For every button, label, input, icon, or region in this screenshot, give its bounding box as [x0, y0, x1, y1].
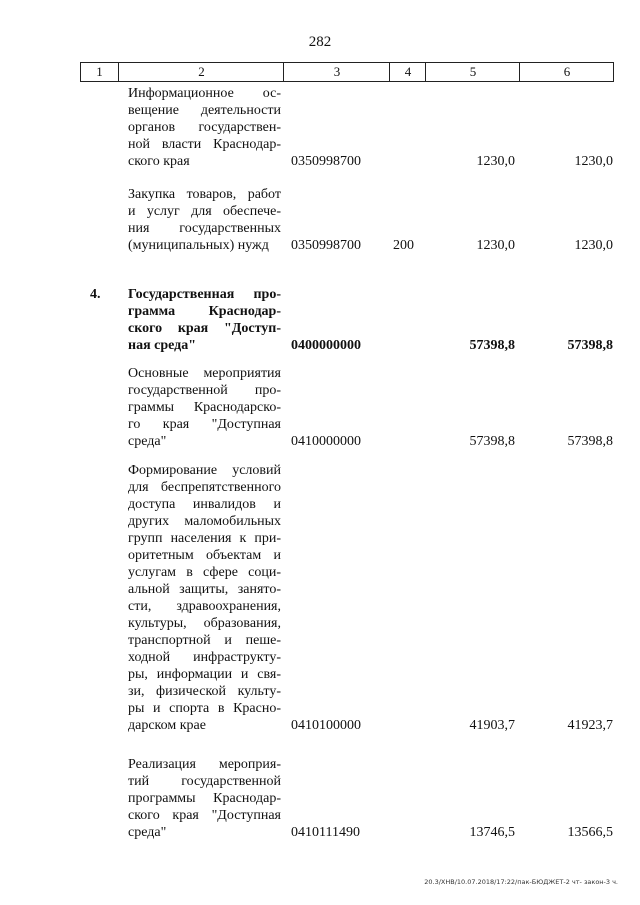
- row-name-line: Закупка товаров, работ: [128, 187, 281, 202]
- header-cell-2: 2: [118, 63, 284, 81]
- header-cell-4: 4: [389, 63, 426, 81]
- row-name-line: программы Краснодар-: [128, 791, 281, 806]
- table-header-row: [80, 62, 614, 82]
- row-value-2018: 57398,8: [469, 338, 515, 353]
- row-code: 0350998700: [291, 154, 361, 169]
- row-name-line: Основные мероприятия: [128, 366, 281, 381]
- row-name-line: ского края: [128, 154, 190, 169]
- row-value-2018: 57398,8: [469, 434, 515, 449]
- row-name: [128, 186, 281, 254]
- row-code: 0410100000: [291, 718, 361, 733]
- row-value-2018: 41903,7: [469, 718, 515, 733]
- row-name: [128, 286, 281, 354]
- row-code: 0410111490: [291, 825, 360, 840]
- row-name-line: культуры, образования,: [128, 616, 281, 631]
- row-name-line: органов государствен-: [128, 120, 281, 135]
- row-name-line: Реализация мероприя-: [128, 757, 281, 772]
- row-value-2019: 1230,0: [574, 154, 613, 169]
- header-cell-3: 3: [283, 63, 390, 81]
- row-name-line: (муниципальных) нужд: [128, 238, 269, 253]
- row-value-2018: 13746,5: [469, 825, 515, 840]
- row-type: 200: [393, 238, 414, 253]
- row-name: [128, 365, 281, 450]
- row-name-line: грамма Краснодар-: [128, 304, 281, 319]
- row-name-line: и услуг для обеспече-: [128, 204, 281, 219]
- row-name-line: вещение деятельности: [128, 103, 281, 118]
- row-name-line: ходной инфраструкту-: [128, 650, 281, 665]
- row-code: 0400000000: [291, 338, 361, 353]
- footer-stamp: 20.3/XHB/10.07.2018/17:22/пак-БЮДЖЕТ-2 чт- закон-3 ч.: [424, 878, 618, 886]
- row-value-2019: 1230,0: [574, 238, 613, 253]
- row-name-line: го края "Доступная: [128, 417, 281, 432]
- row-name-line: групп населения к при-: [128, 531, 281, 546]
- row-name-line: ной власти Краснодар-: [128, 137, 281, 152]
- row-name-line: государственной про-: [128, 383, 281, 398]
- row-number: 4.: [90, 287, 101, 302]
- row-name-line: зи, физической культу-: [128, 684, 281, 699]
- row-name-line: оритетным объектам и: [128, 548, 281, 563]
- row-name-line: ского края "Доступная: [128, 808, 281, 823]
- row-name-line: тий государственной: [128, 774, 281, 789]
- row-name-line: услугам в сфере соци-: [128, 565, 281, 580]
- row-value-2018: 1230,0: [476, 238, 515, 253]
- row-name-line: сти, здравоохранения,: [128, 599, 281, 614]
- row-value-2018: 1230,0: [476, 154, 515, 169]
- header-cell-1: 1: [96, 64, 103, 79]
- row-name-line: других маломобильных: [128, 514, 281, 529]
- row-name: [128, 85, 281, 170]
- row-value-2019: 57398,8: [567, 434, 613, 449]
- row-value-2019: 13566,5: [567, 825, 613, 840]
- row-name-line: среда": [128, 434, 167, 449]
- row-value-2019: 57398,8: [567, 338, 613, 353]
- row-name-line: Информационное ос-: [128, 86, 281, 101]
- row-code: 0350998700: [291, 238, 361, 253]
- row-code: 0410000000: [291, 434, 361, 449]
- page-number: 282: [308, 34, 332, 50]
- row-name-line: граммы Краснодарско-: [128, 400, 281, 415]
- row-name: [128, 462, 281, 734]
- row-name-line: транспортной и пеше-: [128, 633, 281, 648]
- row-name-line: ского края "Доступ-: [128, 321, 281, 336]
- row-name-line: ры и спорта в Красно-: [128, 701, 281, 716]
- header-cell-6: 6: [519, 63, 614, 81]
- row-name-line: доступа инвалидов и: [128, 497, 281, 512]
- row-value-2019: 41923,7: [567, 718, 613, 733]
- row-name-line: ры, информации и свя-: [128, 667, 281, 682]
- row-name-line: ная среда": [128, 338, 197, 353]
- row-name: [128, 756, 281, 841]
- row-name-line: ния государственных: [128, 221, 281, 236]
- row-name-line: Государственная про-: [128, 287, 281, 302]
- row-name-line: среда": [128, 825, 167, 840]
- row-name-line: Формирование условий: [128, 463, 281, 478]
- row-name-line: альной защиты, занято-: [128, 582, 281, 597]
- row-name-line: для беспрепятственного: [128, 480, 281, 495]
- row-name-line: дарском крае: [128, 718, 206, 733]
- header-cell-5: 5: [425, 63, 520, 81]
